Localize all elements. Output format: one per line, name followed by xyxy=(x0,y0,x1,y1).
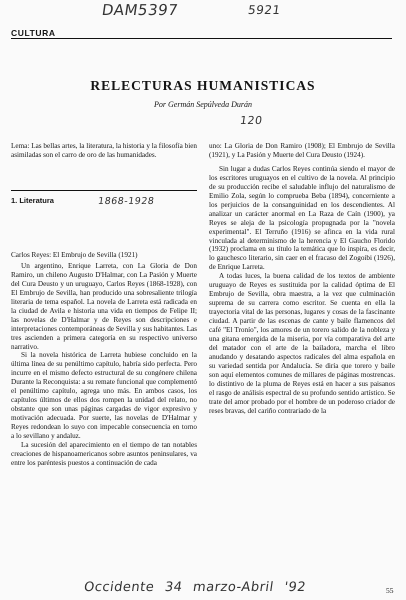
byline: Por Germán Sepúlveda Durán xyxy=(154,100,252,109)
paragraph: Un argentino, Enrique Larreta, con La Gloria de Don Ramiro, un chileno Augusto D'Halmar, con La Pasión y Muerte del Cura Deusto y un uruguayo, Carlos Reyes (1868-1928), con El Embrujo de Sevilla, han producido una sobresaliente trilogía literaria de tema español. La novela de Larreta está radicada en la ciudad de Avila e historia una vida en tiempos de Felipe II; las novelas de D'Halmar y de Reyes son descripciones e interpretaciones contemporáneas de Sevilla y sus habitantes. Las tres ascienden a primera categoría en su respectivo universo narrativo. xyxy=(11,261,198,351)
lema-text: Lema: Las bellas artes, la literatura, la historia y la filosofía bien asimiladas son el carro de oro de las humanidades. xyxy=(11,142,197,159)
handwritten-journal-reference: Occidente 34 marzo-Abril '92 xyxy=(82,580,307,595)
article-title: RELECTURAS HUMANISTICAS xyxy=(90,78,316,93)
right-column xyxy=(209,142,395,416)
handwritten-years: 1868-1928 xyxy=(97,196,156,207)
section-subhead: 1. Literatura xyxy=(11,196,54,205)
lema-block xyxy=(11,142,197,160)
subsection-heading: Carlos Reyes: El Embrujo de Sevilla (1921) xyxy=(11,251,138,259)
page-number: 55 xyxy=(386,586,394,595)
paragraph: Si la novela histórica de Larreta hubiese concluido en la última línea de su penúltimo capítulo, habría sido perfecta. Pero incurre en el mismo defecto estructural de su congénere chilena Durante la Reconquista: a su remate funcional que complementó el penúltimo capítulo, agrega uno más. En ambos casos, los capítulos últimos de ellos dos rompen la unidad del relato, no obstante que son unas páginas cargadas de vigor expresivo y motivación adecuada. Por suerte, las novelas de D'Halmar y Reyes redondean lo suyo con impecable consecuencia en torno a lo sevillano y andaluz. xyxy=(11,351,198,441)
left-column xyxy=(11,251,197,468)
section-label: CULTURA xyxy=(11,28,56,38)
paragraph: uno: La Gloria de Don Ramiro (1908); El Embrujo de Sevilla (1921), y La Pasión y Muerte del Cura Deusto (1924). xyxy=(209,142,395,159)
handwritten-catalog-number: DAM5397 xyxy=(100,1,180,19)
paragraph: La sucesión del aparecimiento en el tiempo de tan notables creaciones de hispanoamericanos sobre asuntos peninsulares, va entre los paréntesis puestos a continuación de cada xyxy=(11,441,197,467)
paragraph: A todas luces, la buena calidad de los textos de ambiente uruguayo de Reyes es sustituida por la calidad óptima de El Embrujo de Sevilla, obra maestra, a la vez que culminación suprema de su carrera como escritor. Se cuenta en ella la trayectoria vital de las personas, lugares y cosas de la fascinante ciudad. A partir de las escenas de cante y baile flamencos del café "El Tronío", los amores de un torero salido de la nobleza y una gitana emergida de la miseria, por vía comparativa del arte del matador con el arte de la bailadora, marcha el libro anudando y desatando aspectos radicales del alma española en su variedad sentida por Andalucía. Se diría que torero y baile son aquí elementos comunes de millares de páginas mostrencas. lo distintivo de la pluma de Reyes está en hacer a sus paisanos el rasgo de análisis espectral de su profundo sentido artístico. Se trate del amor probado por el hombre de un poderoso criador de reses bravas, del cariño contrariado de la xyxy=(209,272,395,415)
handwritten-code: 5921 xyxy=(247,3,282,17)
handwritten-note: 120 xyxy=(239,114,264,127)
header-rule xyxy=(11,38,392,39)
paragraph: Sin lugar a dudas Carlos Reyes continúa siendo el mayor de los escritores uruguayos en el cultivo de la novela. Al principio de su producción recibe el saludable influjo del naturalismo de Emilio Zola, según lo comprueba Beba (1894), concerniente a los perjuicios de la consanguinidad en los descendientes. Al analizar un carácter anormal en La Raza de Caín (1900), ya Reyes se aleja de la psicología propugnada por la "novela experimental". El Terruño (1916) se afinca en la vida rural vinculada al determinismo de la herencia y El Gaucho Florido (1932) proclama en su título la temática que lo inspira, es decir, lo gauchesco literario, sin caer en el fracaso del Zogoibi (1926), de Enrique Larreta. xyxy=(209,164,395,272)
subhead-rule xyxy=(11,190,197,191)
